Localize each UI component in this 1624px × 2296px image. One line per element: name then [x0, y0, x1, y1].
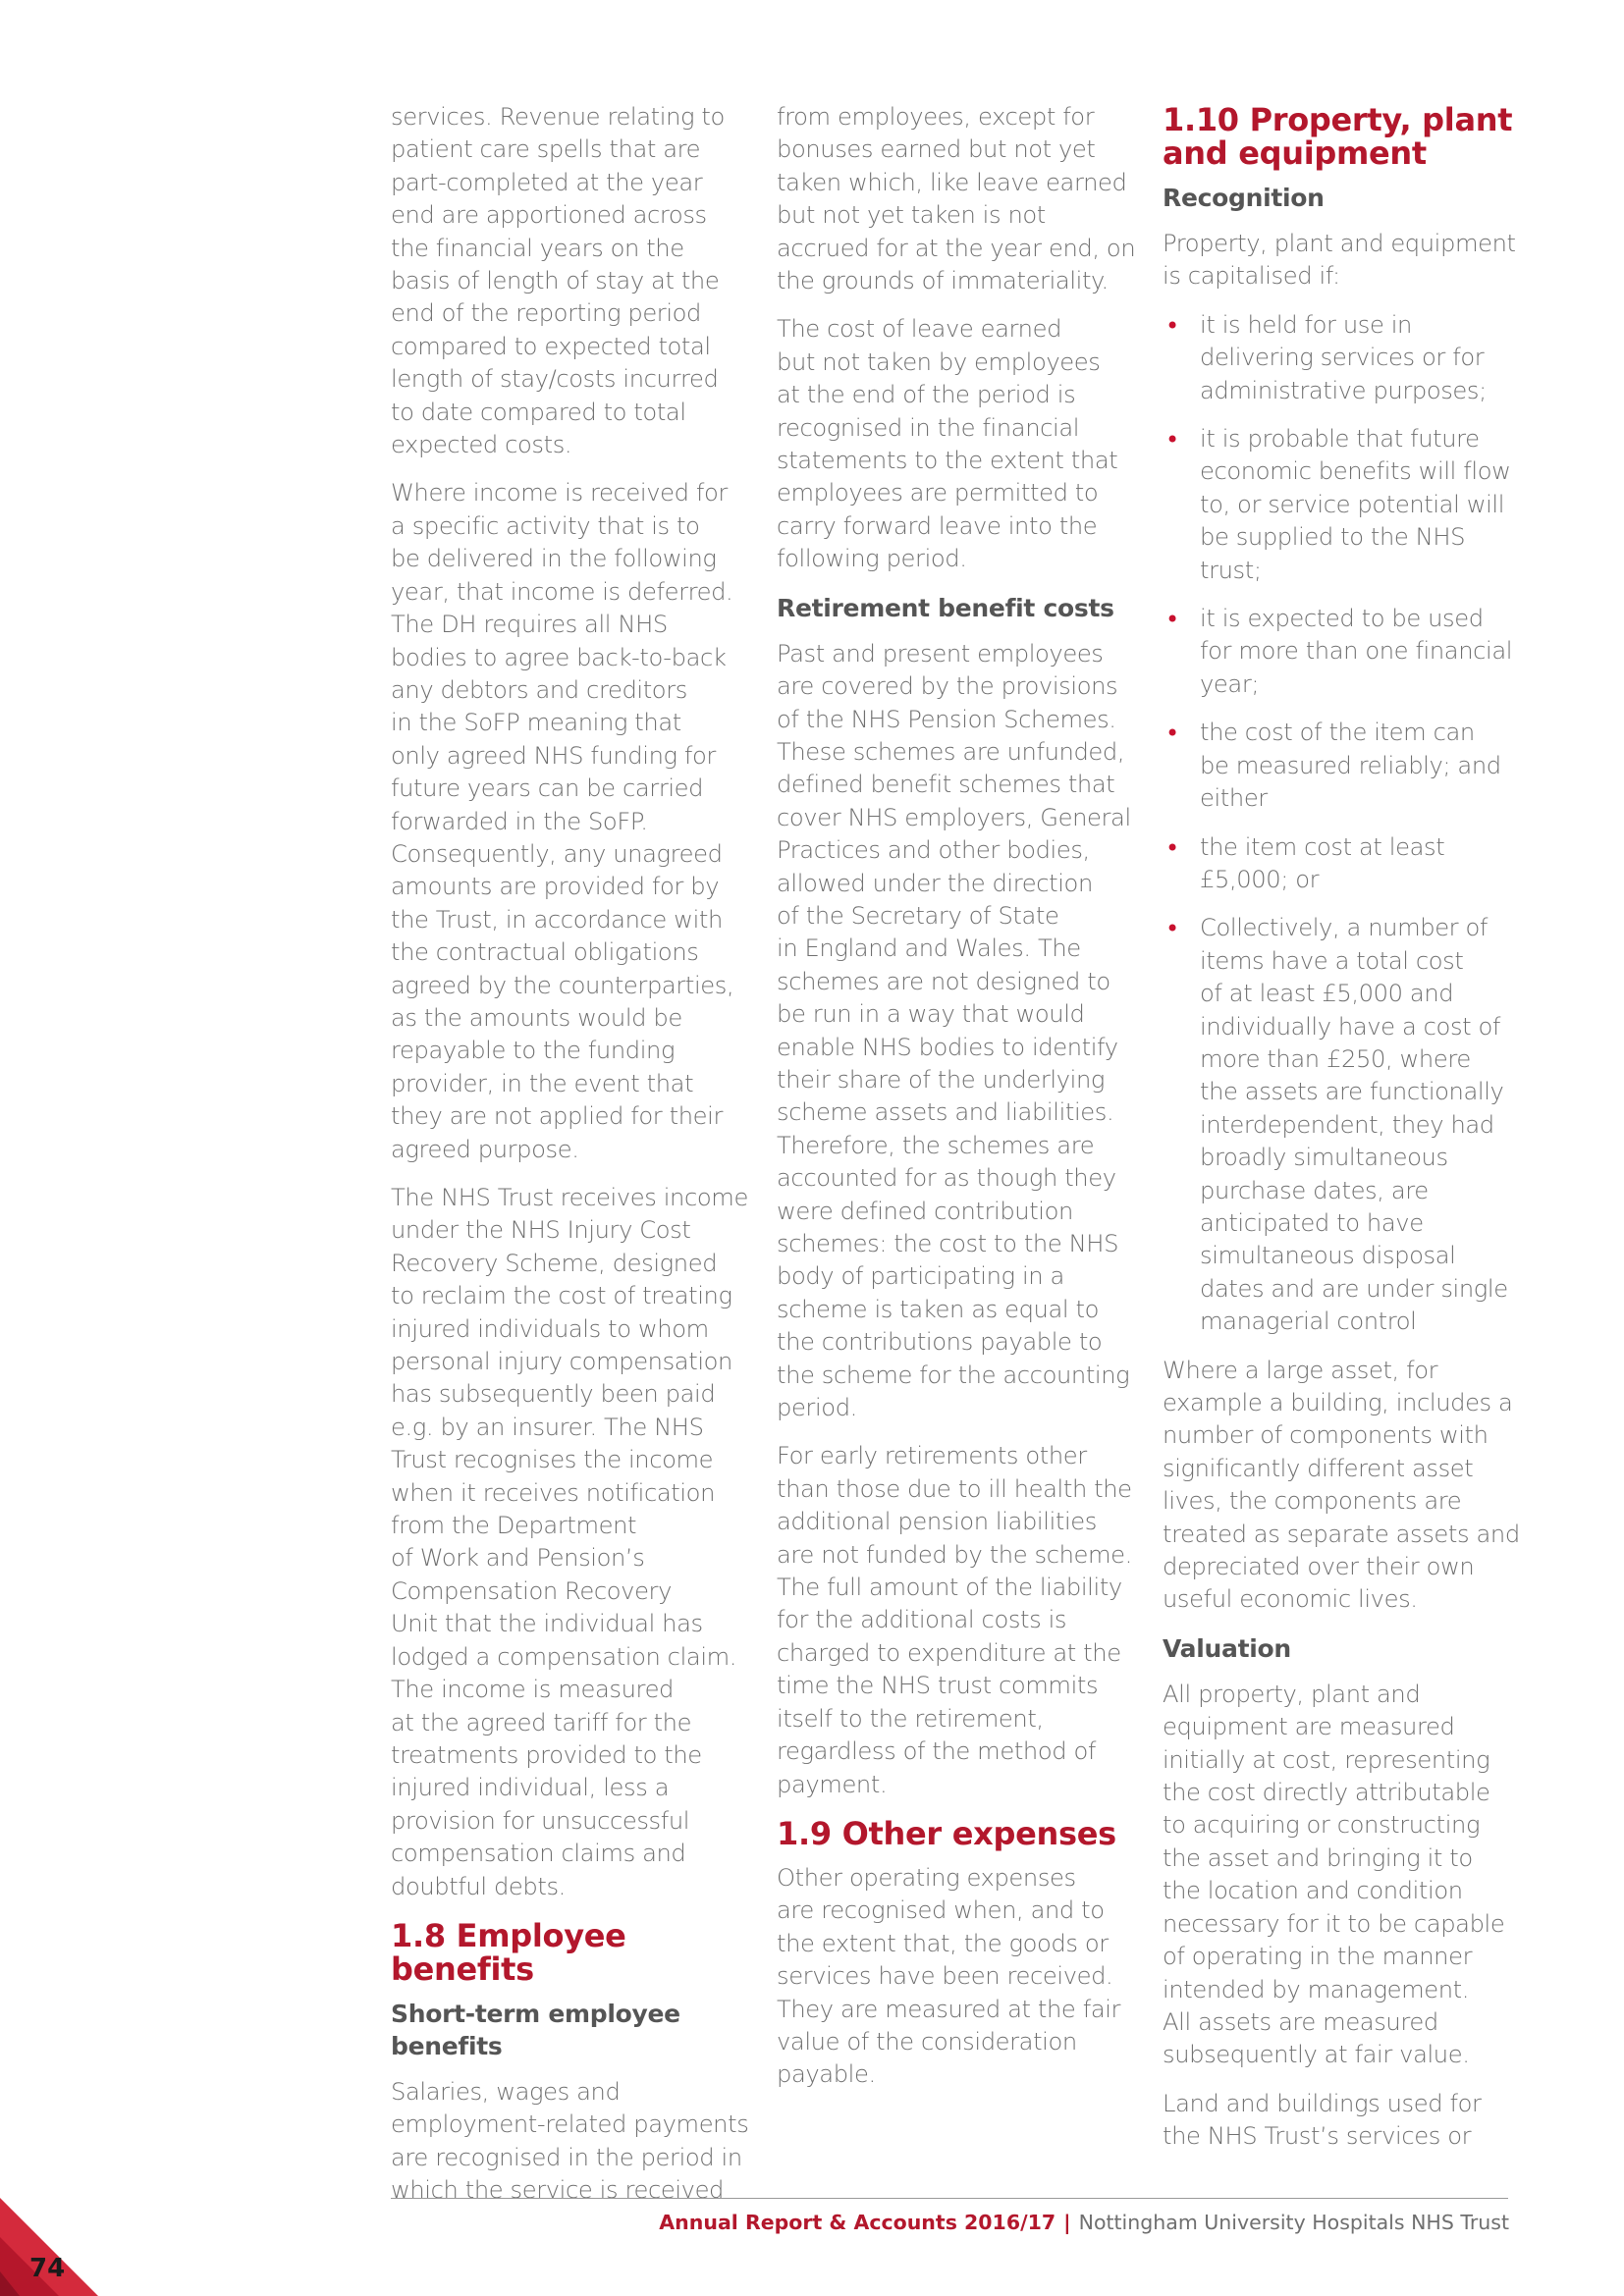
bullet-icon: •: [1165, 720, 1180, 748]
section-heading-property-plant-equipment: 1.10 Property, plant and equipment: [1163, 101, 1513, 172]
column-3: [1163, 101, 1526, 2169]
paragraph: For early retirements other than those due to ill health the additional pension liabilities are not funded by the scheme. The full amount of the liability for the additional costs is charged to expenditure at the time the NHS trust commits itself to the retirement, regardless of the method of payment.: [777, 1442, 1132, 1798]
footer-separator: |: [1063, 2211, 1071, 2234]
bullet-icon: •: [1165, 915, 1180, 943]
subheading-valuation: Valuation: [1163, 1633, 1291, 1663]
paragraph: Past and present employees are covered by the provisions of the NHS Pension Schemes. These schemes are unfunded, defined benefit schemes that cover NHS employers, General Practices and other bodies, allowed under the direction of the Secretary of State in England and Wales. The schemes are not designed to be run in a way that would enable NHS bodies to identify their share of the underlying scheme assets and liabilities. Therefore, the schemes are accounted for as though they were defined contribution schemes: the cost to the NHS body of participating in a scheme is taken as equal to the contributions payable to the scheme for the accounting period.: [777, 639, 1131, 1422]
paragraph: Other operating expenses are recognised when, and to the extent that, the goods or services have been received. They are measured at the fair value of the consideration payable.: [777, 1863, 1121, 2089]
column-1: [391, 101, 749, 2223]
paragraph: Where a large asset, for example a building, includes a number of components with significantly different asset lives, the components are treated as separate assets and depreciated over their own useful economic lives.: [1163, 1356, 1520, 1614]
subheading-short-term-benefits: Short-term employee benefits: [391, 1999, 680, 2060]
bullet-icon: •: [1165, 833, 1180, 862]
paragraph: from employees, except for bonuses earned but not yet taken which, like leave earned but not yet taken is not accrued for at the year end, on the grounds of immateriality.: [777, 103, 1136, 295]
bullet-icon: •: [1165, 606, 1180, 634]
bullet-icon: •: [1165, 311, 1180, 340]
list-item: • it is expected to be used for more than one financial year;: [1165, 605, 1513, 698]
footer-divider: [391, 2198, 1508, 2199]
recognition-criteria-list: [1163, 309, 1526, 1339]
list-item: • Collectively, a number of items have a total cost of at least £5,000 and individually have a cost of more than £250, where the assets are functionally interdependent, they had broadly simultaneous purchase dates, are anticipated to have simultaneous disposal dates and are under single managerial control: [1165, 914, 1508, 1336]
list-item: • it is held for use in delivering services or for administrative purposes;: [1165, 310, 1487, 404]
section-heading-employee-benefits: 1.8 Employee benefits: [391, 1916, 626, 1988]
paragraph: Where income is received for a specific activity that is to be delivered in the following year, that income is deferred. The DH requires all NHS bodies to agree back-to-back any debtors and creditors in the SoFP meaning that only agreed NHS funding for future years can be carried forwarded in the SoFP. Consequently, any unagreed amounts are provided for by the Trust, in accordance with the contractual obligations agreed by the counterparties, as the amounts would be repayable to the funding provider, in the event that they are not applied for their agreed purpose.: [391, 479, 734, 1163]
paragraph: The NHS Trust receives income under the NHS Injury Cost Recovery Scheme, designed to reclaim the cost of treating injured individuals to whom personal injury compensation has subsequently been paid e.g. by an insurer. The NHS Trust recognises the income when it receives notification from the Department of Work and Pension’s Compensation Recovery Unit that the individual has lodged a compensation claim. The income is measured at the agreed tariff for the treatments provided to the injured individual, less a provision for unsuccessful compensation claims and doubtful debts.: [391, 1184, 748, 1900]
footer: [659, 2208, 1509, 2237]
list-item: • the cost of the item can be measured reliably; and either: [1165, 719, 1501, 813]
paragraph: The cost of leave earned but not taken by employees at the end of the period is recognised in the financial statements to the extent that employees are permitted to carry forward leave into the following period.: [777, 315, 1118, 573]
list-item: • it is probable that future economic benefits will flow to, or service potential will be supplied to the NHS trust;: [1165, 425, 1511, 584]
column-2: [777, 101, 1139, 2108]
list-item: • the item cost at least £5,000; or: [1165, 832, 1445, 893]
paragraph: Land and buildings used for the NHS Trust’s services or: [1163, 2089, 1482, 2151]
bullet-icon: •: [1165, 426, 1180, 454]
paragraph: services. Revenue relating to patient care spells that are part-completed at the year end are apportioned across the financial years on the basis of length of stay at the end of the reporting period compared to expected total length of stay/costs incurred to date compared to total expected costs.: [391, 103, 725, 459]
paragraph: All property, plant and equipment are measured initially at cost, representing the cost directly attributable to acquiring or constructing the asset and bringing it to the location and condition necessary for it to be capable of operating in the manner intended by management. All assets are measured subsequently at fair value.: [1163, 1680, 1505, 2069]
paragraph: Property, plant and equipment is capitalised if:: [1163, 230, 1516, 291]
section-heading-other-expenses: 1.9 Other expenses: [777, 1814, 1116, 1852]
page-number: 74: [29, 2254, 66, 2283]
paragraph: Salaries, wages and employment-related payments are recognised in the period in which the service is received: [391, 2077, 749, 2205]
subheading-recognition: Recognition: [1163, 184, 1325, 212]
report-title: Annual Report & Accounts 2016/17: [659, 2211, 1056, 2234]
subheading-retirement-benefit-costs: Retirement benefit costs: [777, 593, 1114, 622]
organisation-name: Nottingham University Hospitals NHS Trust: [1078, 2211, 1509, 2234]
